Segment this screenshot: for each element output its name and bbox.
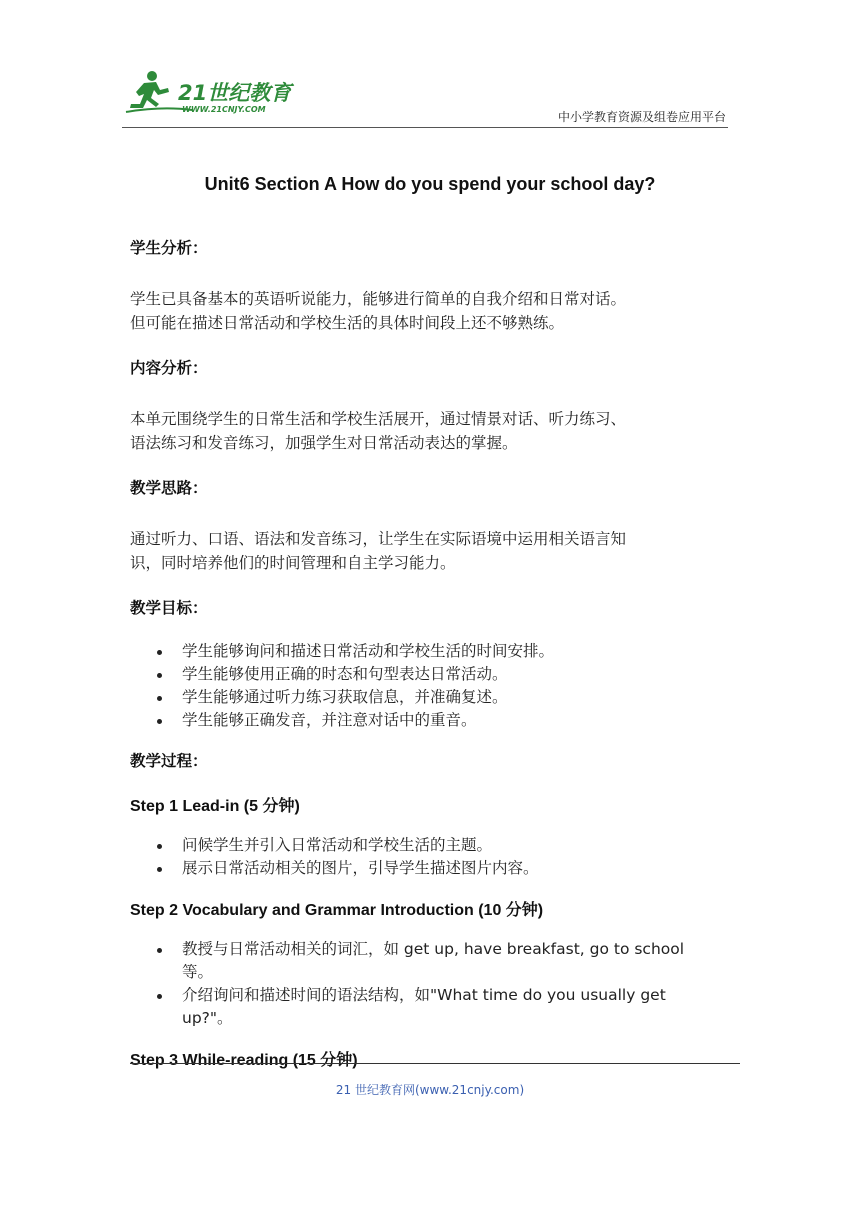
teaching-ideas-line: 识，同时培养他们的时间管理和自主学习能力。 <box>130 554 456 572</box>
content-analysis-line: 本单元围绕学生的日常生活和学校生活展开，通过情景对话、听力练习、 <box>130 410 627 428</box>
page-title: Unit6 Section A How do you spend your school day? <box>204 174 656 194</box>
footer-divider <box>130 1063 740 1064</box>
teaching-goals-heading: 教学目标： <box>130 599 208 617</box>
content-analysis-heading: 内容分析： <box>130 359 208 377</box>
list-item-line: 等。 <box>182 963 214 981</box>
logo-main-text: 21世纪教育 <box>178 81 292 105</box>
list-item-line: 介绍询问和描述时间的语法结构，如"What time do you usually get <box>182 986 666 1004</box>
step3-heading: Step 3 While-reading (15 分钟) <box>130 1052 358 1069</box>
step1-list <box>130 834 740 880</box>
student-analysis-line: 但可能在描述日常活动和学校生活的具体时间段上还不够熟练。 <box>130 314 565 332</box>
teaching-ideas-heading: 教学思路： <box>130 479 208 497</box>
student-analysis-heading: 学生分析： <box>130 239 208 257</box>
list-item <box>130 984 740 1030</box>
teaching-ideas-line: 通过听力、口语、语法和发音练习，让学生在实际语境中运用相关语言知 <box>130 530 627 548</box>
content-analysis-line: 语法练习和发音练习，加强学生对日常活动表达的掌握。 <box>130 434 518 452</box>
teaching-goals-list <box>130 640 740 732</box>
platform-label: 中小学教育资源及组卷应用平台 <box>557 110 726 124</box>
document-body <box>130 236 740 1070</box>
list-item: 展示日常活动相关的图片，引导学生描述图片内容。 <box>130 857 740 880</box>
step2-heading: Step 2 Vocabulary and Grammar Introduction (10 分钟) <box>130 902 544 919</box>
list-item: 学生能够正确发音，并注意对话中的重音。 <box>130 709 740 732</box>
teaching-process-heading: 教学过程： <box>130 752 208 770</box>
page-header <box>122 66 728 130</box>
list-item: 学生能够询问和描述日常活动和学校生活的时间安排。 <box>130 640 740 663</box>
logo-sub-text: WWW.21CNJY.COM <box>182 105 266 114</box>
header-divider <box>122 127 728 128</box>
list-item <box>130 938 740 984</box>
step1-heading: Step 1 Lead-in (5 分钟) <box>130 798 300 815</box>
step2-list <box>130 938 740 1030</box>
list-item: 问候学生并引入日常活动和学校生活的主题。 <box>130 834 740 857</box>
footer-link[interactable]: 21 世纪教育网(www.21cnjy.com) <box>335 1083 525 1097</box>
list-item: 学生能够通过听力练习获取信息，并准确复述。 <box>130 686 740 709</box>
list-item: 学生能够使用正确的时态和句型表达日常活动。 <box>130 663 740 686</box>
list-item-line: up?"。 <box>182 1009 233 1027</box>
student-analysis-line: 学生已具备基本的英语听说能力，能够进行简单的自我介绍和日常对话。 <box>130 290 627 308</box>
list-item-line: 教授与日常活动相关的词汇，如 get up, have breakfast, go to school <box>182 940 685 958</box>
site-logo <box>122 66 302 116</box>
